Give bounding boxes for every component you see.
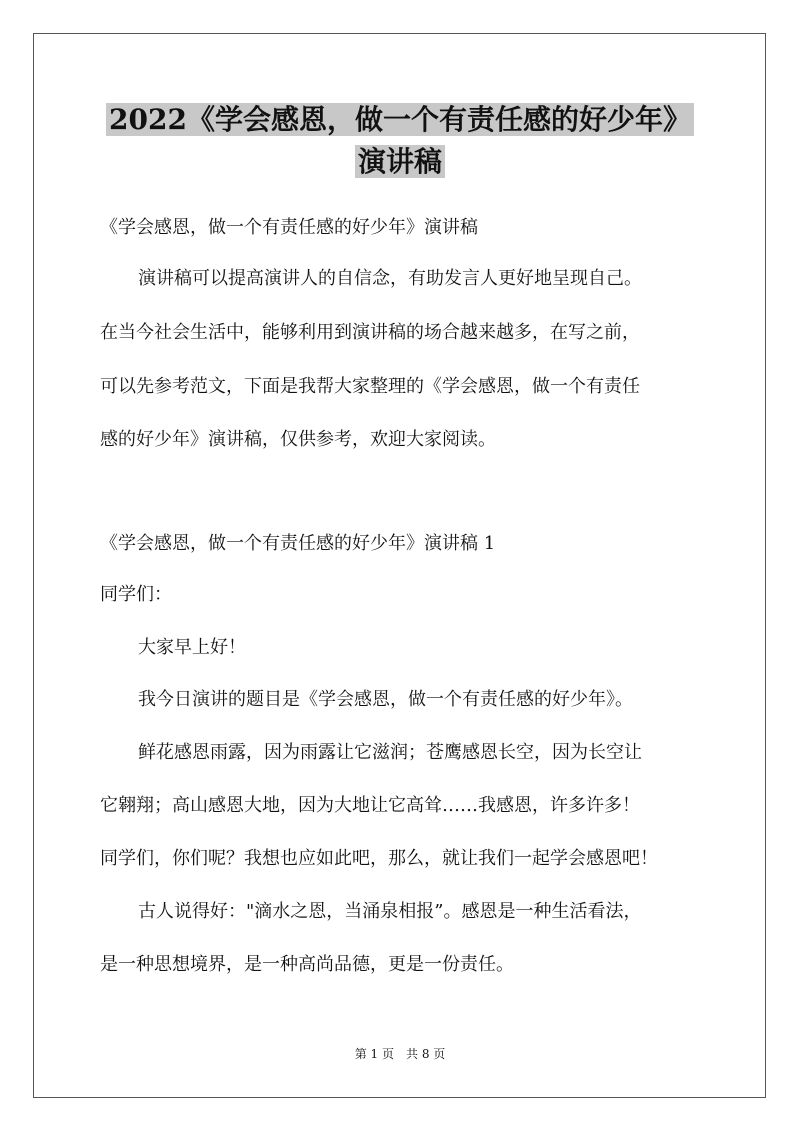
intro-line: 演讲稿可以提高演讲人的自信念，有助发言人更好地呈现自己。 (138, 268, 642, 289)
greeting: 大家早上好！ (138, 637, 246, 658)
body-line: 同学们，你们呢？我想也应如此吧，那么，就让我们一起学会感恩吧！ (100, 848, 658, 869)
document-title-line-2: 演讲稿 (60, 136, 740, 188)
intro-line: 在当今社会生活中，能够利用到演讲稿的场合越来越多，在写之前， (100, 322, 640, 343)
intro-line: 感的好少年》演讲稿，仅供参考，欢迎大家阅读。 (100, 429, 496, 450)
intro-line: 可以先参考范文，下面是我帮大家整理的《学会感恩，做一个有责任 (100, 376, 640, 397)
body-line: 鲜花感恩雨露，因为雨露让它滋润；苍鹰感恩长空，因为长空让 (138, 742, 642, 763)
page-border (33, 33, 766, 1098)
page-number: 第 1 页 共 8 页 (354, 1047, 446, 1061)
body-line: 古人说得好："滴水之恩，当涌泉相报”。感恩是一种生活看法， (138, 901, 642, 922)
section-heading: 《学会感恩，做一个有责任感的好少年》演讲稿 1 (100, 533, 496, 554)
salutation: 同学们： (100, 584, 172, 605)
document-title-line-1: 2022《学会感恩，做一个有责任感的好少年》 (60, 94, 740, 146)
body-line: 它翱翔；高山感恩大地，因为大地让它高耸……我感恩，许多许多！ (100, 795, 640, 816)
body-line: 我今日演讲的题目是《学会感恩，做一个有责任感的好少年》。 (138, 689, 633, 710)
document-subtitle: 《学会感恩，做一个有责任感的好少年》演讲稿 (100, 217, 478, 238)
body-line: 是一种思想境界，是一种高尚品德，更是一份责任。 (100, 954, 514, 975)
